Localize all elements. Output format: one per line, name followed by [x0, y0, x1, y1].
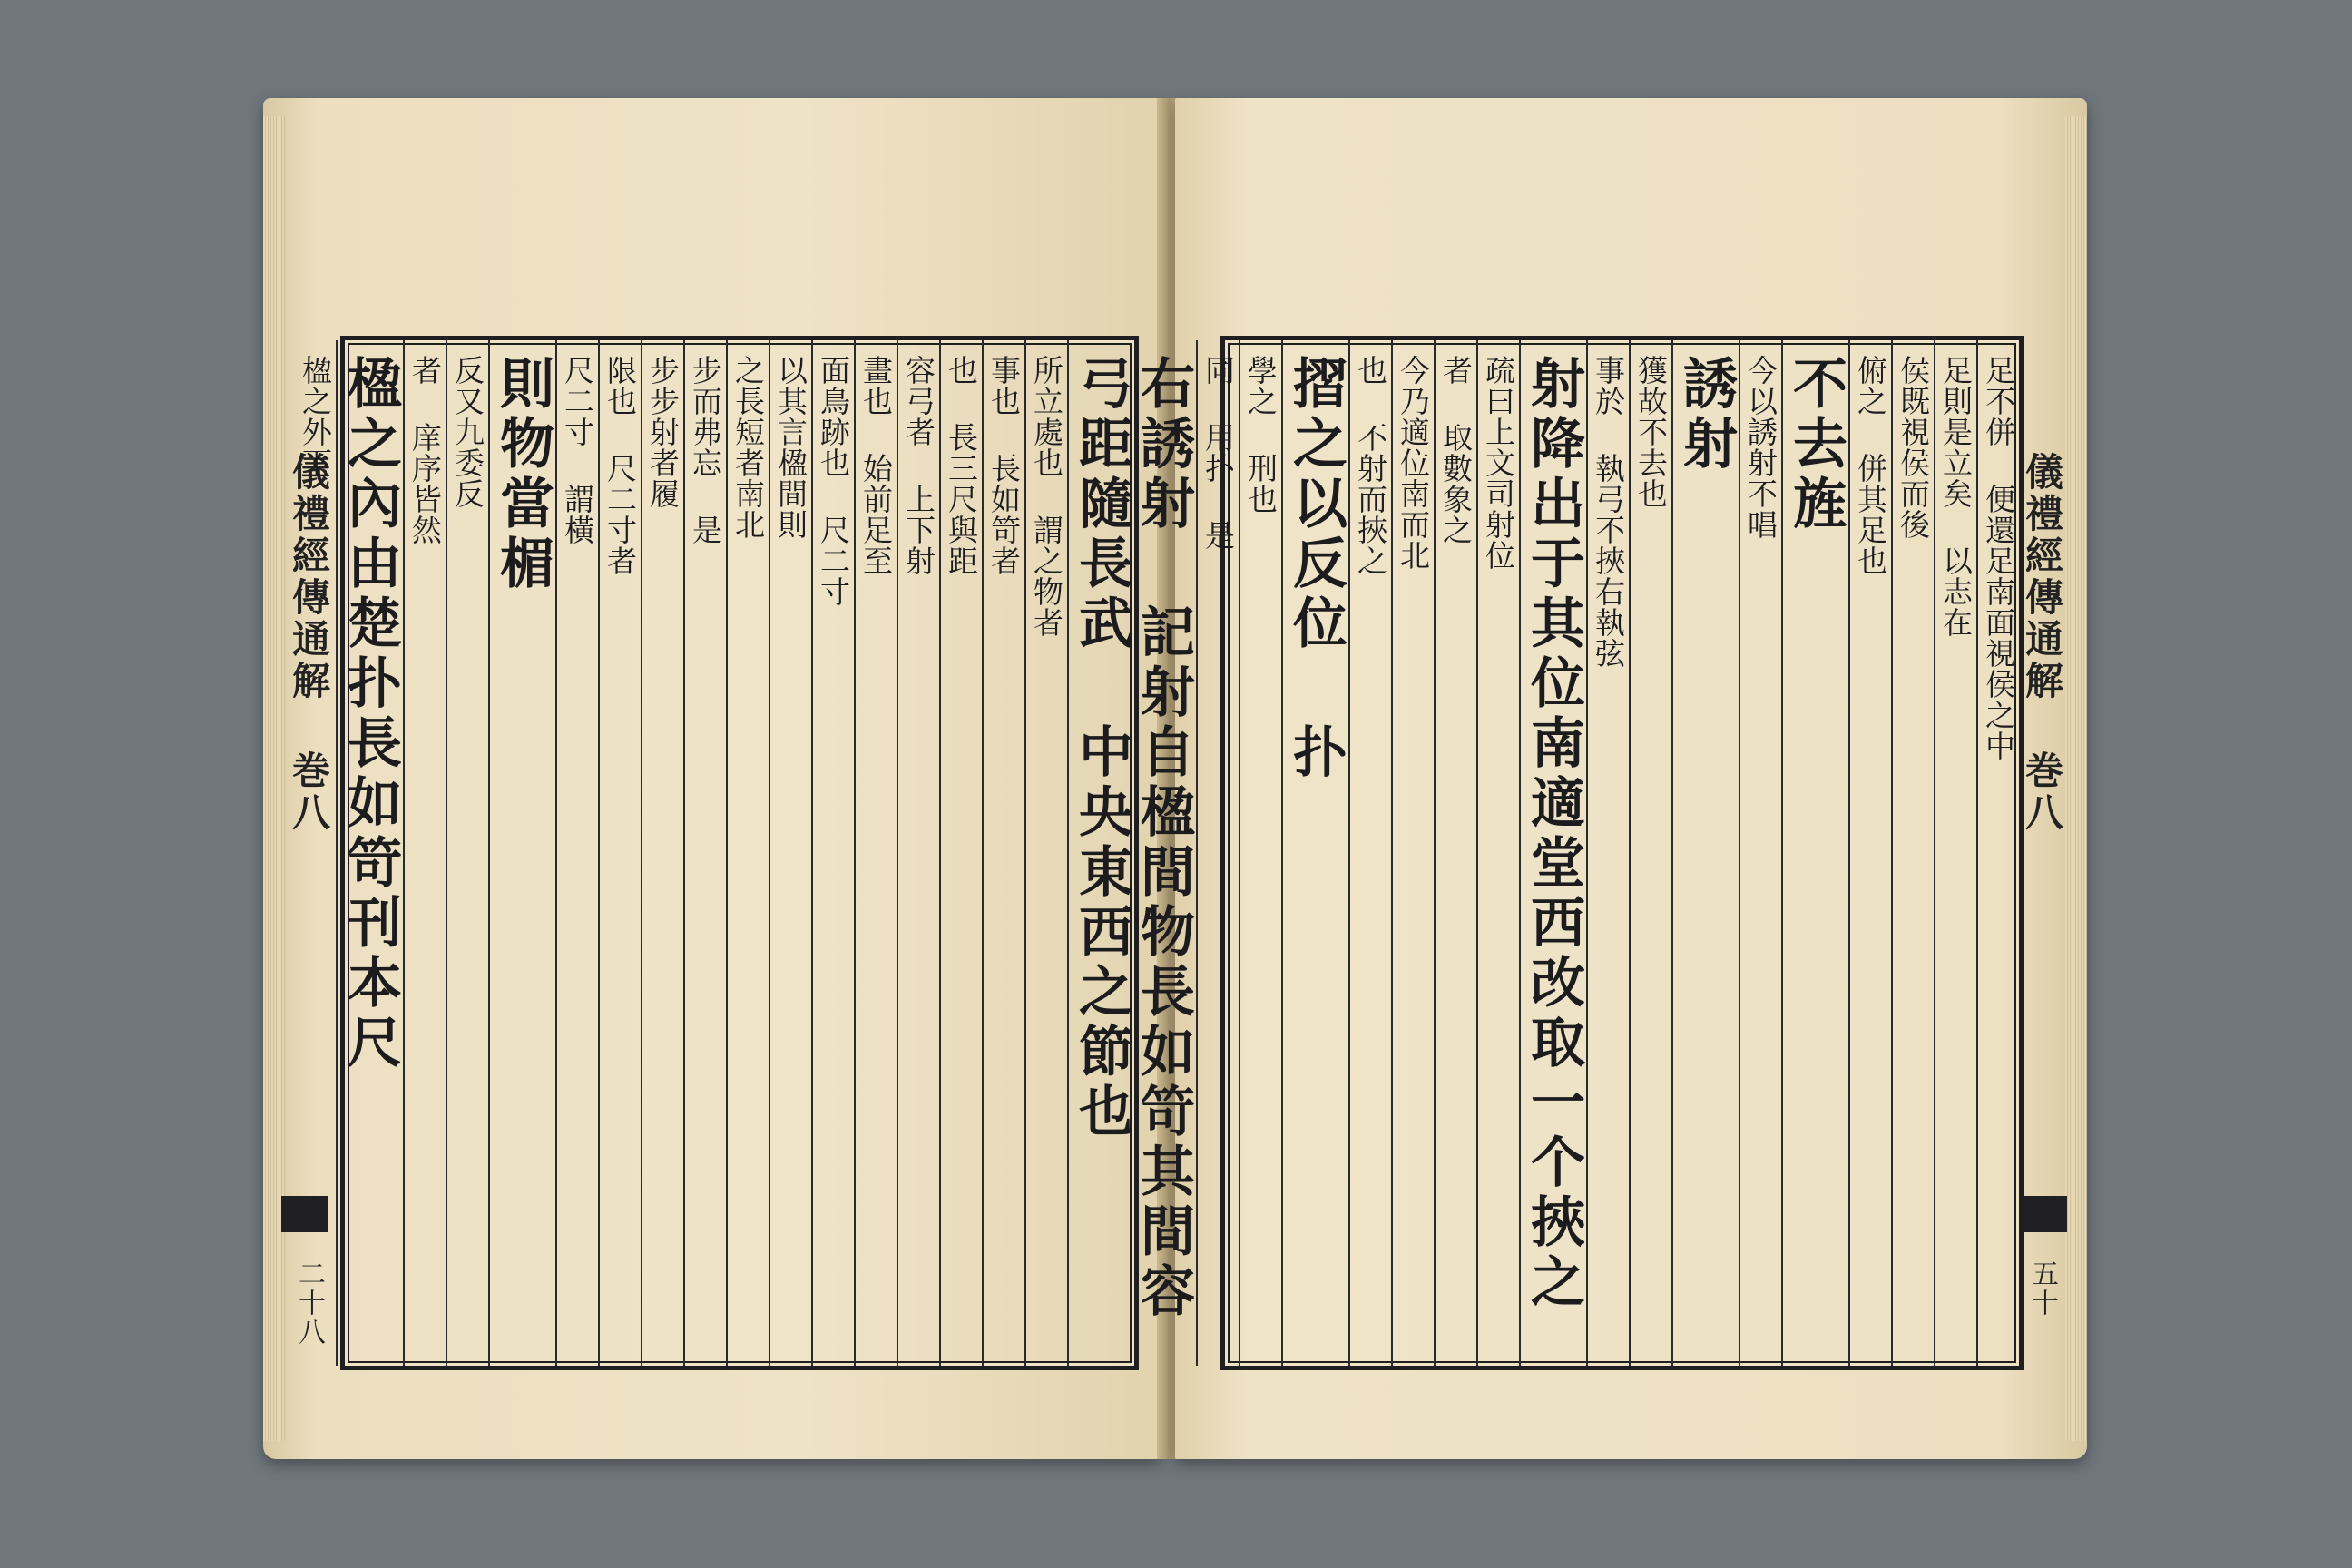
text-column: 楹之外下: [298, 355, 333, 478]
text-column: 也 不射而挾之: [1348, 340, 1391, 1366]
text-column: 之長短者南北: [726, 340, 769, 1366]
text-column: 者 取數象之: [1434, 340, 1476, 1366]
text-column: 同 用扑 是: [1196, 340, 1239, 1366]
right-page: [1132, 98, 2087, 1459]
text-column: 面鳥跡也 尺二寸: [811, 340, 854, 1366]
text-column: 畫也 始前足至: [854, 340, 897, 1366]
left-page-heading: 儀禮經傳通解 巻八: [287, 452, 331, 834]
left-page: [263, 98, 1161, 1459]
left-fold-number: 二十八: [293, 1259, 325, 1347]
text-column-emphasis: 誘射: [1671, 340, 1739, 1366]
text-column-emphasis: 不去旌: [1781, 340, 1848, 1366]
text-column: 也 長三尺與距: [939, 340, 982, 1366]
text-column: 侯既視侯而後: [1891, 340, 1934, 1366]
text-column: 楹之內由楚扑長如笴刊本尺: [336, 340, 403, 1366]
text-column: 俯之 併其足也: [1848, 340, 1891, 1366]
text-column: 步而弗忘 是: [683, 340, 726, 1366]
text-column: 容弓者 上下射: [897, 340, 939, 1366]
open-book: [263, 98, 2096, 1459]
text-column: 疏曰上文司射位: [1476, 340, 1519, 1366]
text-column: 限也 尺二寸者: [598, 340, 641, 1366]
text-column: 以其言楹間則: [769, 340, 811, 1366]
text-column: 者 庠序皆然: [403, 340, 446, 1366]
fold-mark-icon: [2020, 1196, 2067, 1232]
text-column: 足不併 便還足南面視侯之中: [1976, 340, 2019, 1366]
text-column: 則物當楣: [488, 340, 555, 1366]
right-text-panel: [1132, 336, 2024, 1370]
text-column: 足則是立矣 以志在: [1934, 340, 1976, 1366]
text-column: 尺二寸 謂橫: [555, 340, 598, 1366]
text-column: 摺之以反位 扑: [1281, 340, 1348, 1366]
text-column: 事於 執弓不挾右執弦: [1586, 340, 1629, 1366]
text-column: 步步射者履: [641, 340, 683, 1366]
text-column: 學之 刑也: [1239, 340, 1281, 1366]
text-column: 所立處也 謂之物者: [1024, 340, 1067, 1366]
text-column: 今以誘射不唱: [1739, 340, 1781, 1366]
text-column: 弓距隨長武 中央東西之節也: [1067, 340, 1134, 1366]
text-column: 事也 長如笴者: [982, 340, 1024, 1366]
right-page-heading: 儀禮經傳通解 巻八: [2020, 452, 2064, 834]
text-column: 今乃適位南而北: [1391, 340, 1434, 1366]
text-column: 右誘射 記射自楹間物長如笴其間容: [1132, 355, 1195, 1322]
text-column: 反又九委反: [446, 340, 488, 1366]
text-column: 獲故不去也: [1629, 340, 1671, 1366]
right-fold-number: 五十: [2026, 1259, 2058, 1318]
text-column-emphasis: 射降出于其位南適堂西改取一个挾之: [1519, 340, 1586, 1366]
